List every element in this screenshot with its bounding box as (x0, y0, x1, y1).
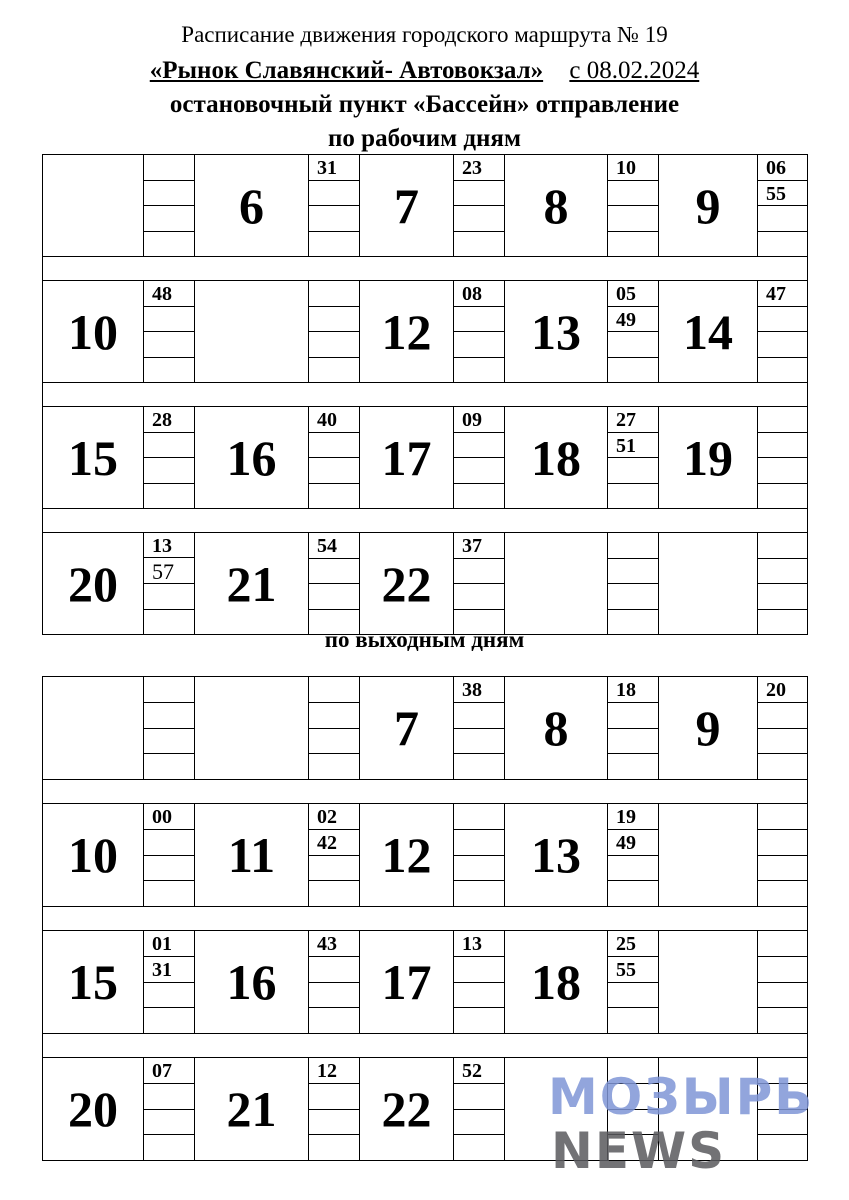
minutes-cell (308, 677, 359, 780)
minute-slot (758, 484, 807, 509)
minute-slot (454, 804, 504, 830)
minute-slot (309, 433, 359, 459)
minutes-cell (757, 281, 807, 383)
minute-slot (144, 1110, 194, 1136)
minute-slot (309, 957, 359, 983)
minutes-cell (453, 281, 504, 383)
minutes-cell (453, 804, 504, 907)
minute-slot (309, 754, 359, 779)
minute-slot (309, 307, 359, 333)
minute-slot (608, 983, 658, 1009)
minute-slot: 43 (309, 931, 359, 957)
minute-slot (144, 206, 194, 232)
minutes-cell (607, 407, 658, 509)
minute-slot: 55 (758, 181, 807, 207)
minutes-cell (143, 677, 194, 780)
hour-cell: 15 (42, 931, 143, 1034)
minute-slot (608, 1008, 658, 1033)
page-title: Расписание движения городского маршрута № 19 (181, 22, 668, 47)
minutes-cell (308, 281, 359, 383)
hour-cell: 21 (194, 533, 308, 635)
minute-slot (144, 155, 194, 181)
hour-cell (194, 677, 308, 780)
minute-slot (758, 856, 807, 882)
minute-slot (758, 533, 807, 559)
minute-slot (758, 559, 807, 585)
minute-slot (608, 584, 658, 610)
hour-cell: 14 (658, 281, 757, 383)
hour-cell: 9 (658, 155, 757, 257)
hour-cell (658, 931, 757, 1034)
minutes-cell (453, 1058, 504, 1161)
minute-slot: 48 (144, 281, 194, 307)
minutes-cell (143, 931, 194, 1034)
weekdays-label: по рабочим дням (328, 125, 521, 152)
hour-cell: 8 (504, 677, 607, 780)
minute-slot (144, 1135, 194, 1160)
minute-slot (454, 332, 504, 358)
minute-slot (454, 856, 504, 882)
minutes-cell (453, 931, 504, 1034)
minute-slot (309, 703, 359, 729)
minute-slot (758, 881, 807, 906)
minute-slot: 25 (608, 931, 658, 957)
minute-slot (144, 232, 194, 257)
minutes-cell (143, 155, 194, 257)
minute-slot (454, 181, 504, 207)
minutes-cell (757, 931, 807, 1034)
hour-cell: 11 (194, 804, 308, 907)
hour-cell: 7 (359, 677, 453, 780)
row-separator (42, 509, 807, 533)
minute-slot (144, 881, 194, 906)
minute-slot: 20 (758, 677, 807, 703)
minute-slot (608, 332, 658, 358)
hour-cell: 10 (42, 804, 143, 907)
minute-slot (454, 559, 504, 585)
hour-cell (194, 281, 308, 383)
minute-slot: 31 (309, 155, 359, 181)
hour-cell: 7 (359, 155, 453, 257)
hour-cell: 20 (42, 1058, 143, 1161)
minute-slot: 13 (144, 533, 194, 558)
minute-slot (608, 484, 658, 509)
hour-cell: 13 (504, 281, 607, 383)
minutes-cell (607, 533, 658, 635)
minute-slot: 27 (608, 407, 658, 433)
minute-slot (454, 1084, 504, 1110)
row-separator (42, 383, 807, 407)
minute-slot: 37 (454, 533, 504, 559)
minute-slot (608, 754, 658, 779)
minute-slot (144, 703, 194, 729)
minute-slot (454, 584, 504, 610)
minute-slot (309, 584, 359, 610)
row-separator (42, 257, 807, 281)
minutes-cell (143, 1058, 194, 1161)
hour-cell (658, 804, 757, 907)
minute-slot (144, 983, 194, 1009)
minute-slot (309, 881, 359, 906)
minutes-cell (143, 281, 194, 383)
hour-cell: 22 (359, 1058, 453, 1161)
minute-slot (309, 181, 359, 207)
minute-slot: 23 (454, 155, 504, 181)
minute-slot: 47 (758, 281, 807, 307)
minute-slot (309, 206, 359, 232)
minute-slot (758, 703, 807, 729)
minute-slot (454, 1110, 504, 1136)
minutes-cell (607, 931, 658, 1034)
minute-slot (144, 754, 194, 779)
minute-slot (758, 206, 807, 232)
minutes-cell (143, 407, 194, 509)
hour-cell: 13 (504, 804, 607, 907)
weekends-label: по выходным дням (324, 627, 525, 652)
minute-slot (454, 458, 504, 484)
minute-slot (309, 677, 359, 703)
minute-slot (608, 533, 658, 559)
minutes-cell (757, 804, 807, 907)
minute-slot (758, 407, 807, 433)
minute-slot (309, 983, 359, 1009)
minute-slot: 49 (608, 830, 658, 856)
minute-slot (608, 232, 658, 257)
weekdays-schedule-table (42, 154, 808, 635)
minute-slot (758, 232, 807, 257)
minutes-cell (757, 533, 807, 635)
minute-slot: 31 (144, 957, 194, 983)
minute-slot (454, 433, 504, 459)
minute-slot (144, 307, 194, 333)
minute-slot (758, 358, 807, 383)
minute-slot (608, 559, 658, 585)
minute-slot (144, 458, 194, 484)
hour-cell (42, 155, 143, 257)
minute-slot (608, 206, 658, 232)
minute-slot (309, 1084, 359, 1110)
hour-cell: 12 (359, 281, 453, 383)
minute-slot (309, 484, 359, 509)
minute-slot (608, 881, 658, 906)
hour-cell: 8 (504, 155, 607, 257)
hour-cell (42, 677, 143, 780)
minutes-cell (308, 155, 359, 257)
minute-slot (309, 559, 359, 585)
hour-cell: 19 (658, 407, 757, 509)
route-name: «Рынок Славянский- Автовокзал» (149, 57, 544, 84)
minute-slot: 12 (309, 1058, 359, 1084)
minute-slot (758, 729, 807, 755)
minutes-cell (607, 281, 658, 383)
hour-cell: 6 (194, 155, 308, 257)
minute-slot (309, 1110, 359, 1136)
minute-slot (454, 703, 504, 729)
minutes-cell (757, 407, 807, 509)
minute-slot: 07 (144, 1058, 194, 1084)
minutes-cell (308, 931, 359, 1034)
stop-name: остановочный пункт «Бассейн» отправление (169, 91, 680, 118)
minute-slot: 28 (144, 407, 194, 433)
hour-cell (658, 533, 757, 635)
hour-cell: 16 (194, 931, 308, 1034)
route-line (0, 57, 849, 85)
minute-slot: 10 (608, 155, 658, 181)
minute-slot (144, 358, 194, 383)
hour-cell: 10 (42, 281, 143, 383)
minutes-cell (453, 155, 504, 257)
minute-slot (608, 729, 658, 755)
minute-slot: 08 (454, 281, 504, 307)
minute-slot (608, 181, 658, 207)
minute-slot (454, 484, 504, 509)
minutes-cell (453, 533, 504, 635)
minute-slot (758, 307, 807, 333)
minute-slot (758, 1008, 807, 1033)
minute-slot (758, 931, 807, 957)
minute-slot (309, 232, 359, 257)
minute-slot: 51 (608, 433, 658, 459)
minute-slot (144, 433, 194, 459)
minute-slot: 40 (309, 407, 359, 433)
minute-slot (758, 830, 807, 856)
minute-slot (758, 754, 807, 779)
minute-slot (608, 703, 658, 729)
hour-cell: 17 (359, 407, 453, 509)
minute-slot (144, 1084, 194, 1110)
minute-slot: 57 (144, 558, 194, 584)
minute-slot (454, 1135, 504, 1160)
minute-slot (144, 729, 194, 755)
minutes-cell (143, 804, 194, 907)
minute-slot: 06 (758, 155, 807, 181)
minute-slot: 05 (608, 281, 658, 307)
minute-slot: 38 (454, 677, 504, 703)
minute-slot: 09 (454, 407, 504, 433)
hour-cell: 22 (359, 533, 453, 635)
minute-slot (454, 983, 504, 1009)
minutes-cell (757, 155, 807, 257)
row-separator (42, 780, 807, 804)
row-separator (42, 907, 807, 931)
minute-slot (309, 458, 359, 484)
hour-cell: 17 (359, 931, 453, 1034)
minute-slot (309, 281, 359, 307)
minute-slot (454, 881, 504, 906)
row-separator (42, 1034, 807, 1058)
minute-slot (144, 181, 194, 207)
hour-cell: 9 (658, 677, 757, 780)
minute-slot (454, 729, 504, 755)
hour-cell: 12 (359, 804, 453, 907)
minute-slot (454, 830, 504, 856)
minute-slot: 49 (608, 307, 658, 333)
minutes-cell (453, 677, 504, 780)
minute-slot (608, 856, 658, 882)
hour-cell: 21 (194, 1058, 308, 1161)
watermark-logo-bottom: NEWS (551, 1122, 727, 1180)
minute-slot: 18 (608, 677, 658, 703)
minute-slot (608, 458, 658, 484)
minute-slot (309, 358, 359, 383)
minutes-cell (308, 804, 359, 907)
minute-slot (454, 307, 504, 333)
minute-slot (454, 957, 504, 983)
hour-cell: 15 (42, 407, 143, 509)
hour-cell: 16 (194, 407, 308, 509)
minute-slot (758, 983, 807, 1009)
minute-slot (144, 332, 194, 358)
minute-slot (608, 358, 658, 383)
minutes-cell (308, 533, 359, 635)
minute-slot (454, 232, 504, 257)
minute-slot (144, 830, 194, 856)
minute-slot: 52 (454, 1058, 504, 1084)
minute-slot (758, 458, 807, 484)
minute-slot (758, 584, 807, 610)
minute-slot (144, 484, 194, 509)
minute-slot: 19 (608, 804, 658, 830)
minute-slot (758, 957, 807, 983)
minutes-cell (308, 407, 359, 509)
minute-slot (309, 1008, 359, 1033)
minute-slot (454, 754, 504, 779)
minute-slot (454, 206, 504, 232)
minute-slot: 42 (309, 830, 359, 856)
minute-slot: 02 (309, 804, 359, 830)
minute-slot (309, 1135, 359, 1160)
minute-slot (454, 358, 504, 383)
minutes-cell (308, 1058, 359, 1161)
minute-slot (144, 856, 194, 882)
hour-cell: 18 (504, 407, 607, 509)
minute-slot (454, 1008, 504, 1033)
minutes-cell (607, 804, 658, 907)
effective-date: с 08.02.2024 (569, 57, 700, 84)
hour-cell (504, 533, 607, 635)
minute-slot (758, 332, 807, 358)
minutes-cell (607, 155, 658, 257)
minute-slot (758, 1135, 807, 1160)
minutes-cell (453, 407, 504, 509)
minute-slot (309, 332, 359, 358)
minutes-cell (143, 533, 194, 635)
minute-slot: 01 (144, 931, 194, 957)
minutes-cell (607, 677, 658, 780)
minute-slot (144, 1008, 194, 1033)
minute-slot (309, 856, 359, 882)
hour-cell: 20 (42, 533, 143, 635)
minute-slot: 54 (309, 533, 359, 559)
minute-slot: 55 (608, 957, 658, 983)
minutes-cell (757, 677, 807, 780)
minute-slot (144, 677, 194, 703)
minute-slot (758, 433, 807, 459)
minute-slot (758, 804, 807, 830)
minute-slot (144, 584, 194, 609)
minute-slot: 00 (144, 804, 194, 830)
minute-slot (309, 729, 359, 755)
minute-slot: 13 (454, 931, 504, 957)
watermark-logo-top: МОЗЫРЬ (548, 1068, 815, 1126)
hour-cell: 18 (504, 931, 607, 1034)
